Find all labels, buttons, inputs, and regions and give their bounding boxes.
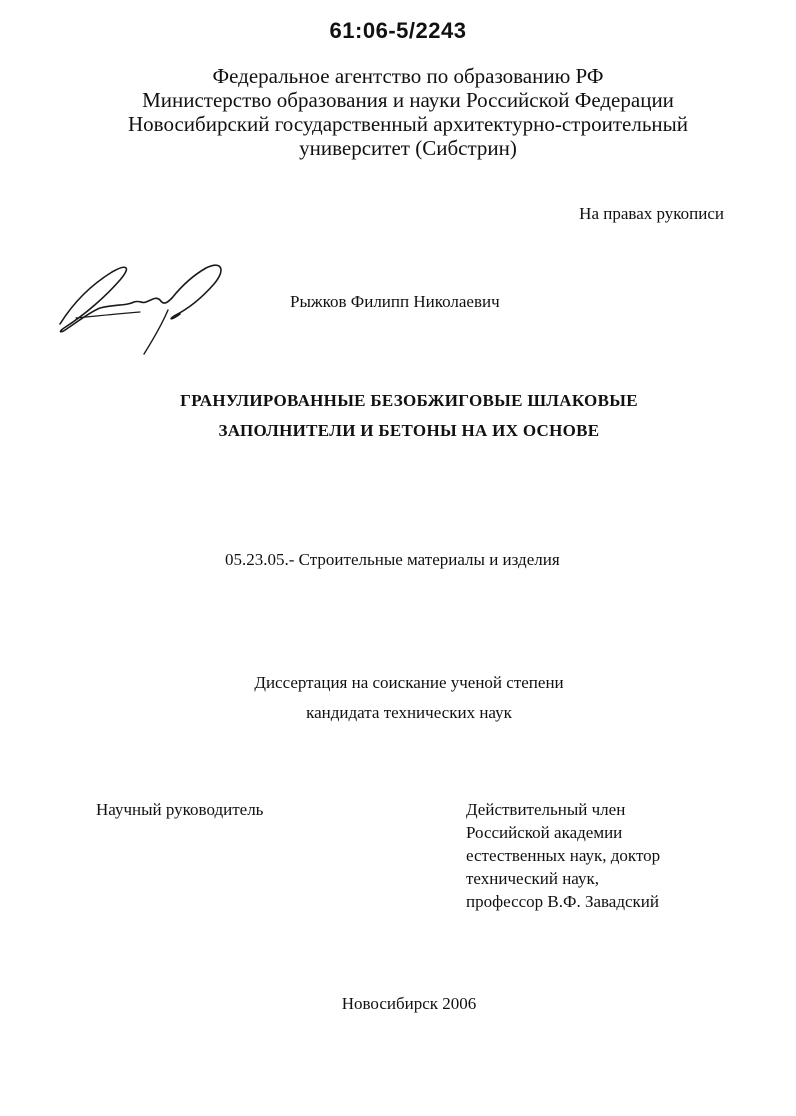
supervisor-line: естественных наук, доктор	[466, 846, 661, 865]
organization-line: Федеральное агентство по образованию РФ	[212, 64, 604, 88]
supervisor-line: Российской академии	[466, 823, 623, 842]
supervisor-label: Научный руководитель	[96, 800, 264, 819]
title-line: ГРАНУЛИРОВАННЫЕ БЕЗОБЖИГОВЫЕ ШЛАКОВЫЕ	[180, 391, 638, 410]
manuscript-rights-note: На правах рукописи	[579, 204, 724, 223]
degree-line: Диссертация на соискание ученой степени	[254, 673, 564, 692]
title-line: ЗАПОЛНИТЕЛИ И БЕТОНЫ НА ИХ ОСНОВЕ	[218, 421, 600, 440]
organization-line: университет (Сибстрин)	[299, 136, 517, 160]
specialty-code: 05.23.05.- Строительные материалы и изделия	[225, 550, 560, 569]
organization-line: Министерство образования и науки Российской Федерации	[142, 88, 674, 112]
dissertation-title	[0, 386, 796, 446]
supervisor-line: технический наук,	[466, 869, 600, 888]
degree-statement	[0, 668, 796, 728]
organization-block	[0, 64, 796, 160]
signature-icon	[56, 258, 236, 358]
organization-line: Новосибирский государственный архитектурно-строительный	[128, 112, 688, 136]
degree-line: кандидата технических наук	[306, 703, 512, 722]
supervisor-line: профессор В.Ф. Завадский	[466, 892, 660, 911]
author-name: Рыжков Филипп Николаевич	[290, 292, 500, 311]
supervisor-info	[466, 798, 660, 913]
city-year: Новосибирск 2006	[341, 994, 477, 1013]
supervisor-line: Действительный член	[466, 800, 626, 819]
archive-stamp-number: 61:06-5/2243	[329, 18, 467, 43]
